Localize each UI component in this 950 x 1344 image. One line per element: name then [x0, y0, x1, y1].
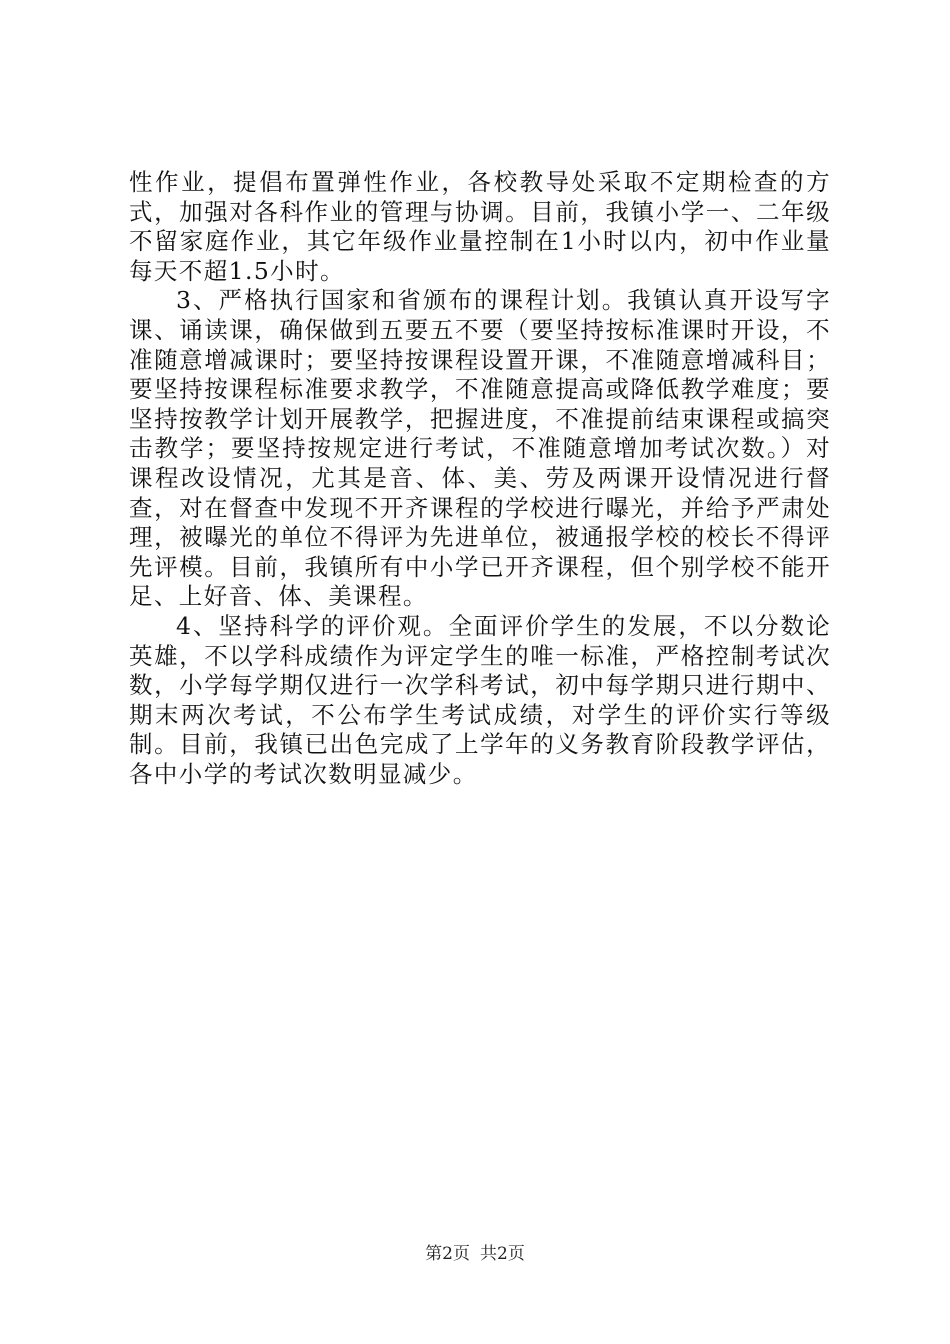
paragraph-item-3: 3、严格执行国家和省颁布的课程计划。我镇认真开设写字课、诵读课，确保做到五要五不要（要坚持按标准课时开设，不准随意增减课时；要坚持按课程设置开课，不准随意增减科目；要坚持按课程标准要求教学，不准随意提高或降低教学难度；要坚持按教学计划开展教学，把握进度，不准提前结束课程或搞突击教学；要坚持按规定进行考试，不准随意增加考试次数。）对课程改设情况，尤其是音、体、美、劳及两课开设情况进行督查，对在督查中发现不开齐课程的学校进行曝光，并给予严肃处理，被曝光的单位不得评为先进单位，被通报学校的校长不得评先评模。目前，我镇所有中小学已开齐课程，但个别学校不能开足、上好音、体、美课程。	[129, 286, 831, 611]
paragraph-item-4: 4、坚持科学的评价观。全面评价学生的发展，不以分数论英雄，不以学科成绩作为评定学生的唯一标准，严格控制考试次数，小学每学期仅进行一次学科考试，初中每学期只进行期中、期末两次考试，不公布学生考试成绩，对学生的评价实行等级制。目前，我镇已出色完成了上学年的义务教育阶段教学评估，各中小学的考试次数明显减少。	[129, 611, 831, 788]
page-number: 第2页	[425, 1244, 470, 1264]
paragraph-continued: 性作业，提倡布置弹性作业，各校教导处采取不定期检查的方式，加强对各科作业的管理与协调。目前，我镇小学一、二年级不留家庭作业，其它年级作业量控制在1小时以内，初中作业量每天不超1.5小时。	[129, 168, 831, 285]
document-body	[129, 168, 831, 789]
page-footer	[0, 1243, 950, 1265]
page-total: 共2页	[480, 1244, 525, 1264]
